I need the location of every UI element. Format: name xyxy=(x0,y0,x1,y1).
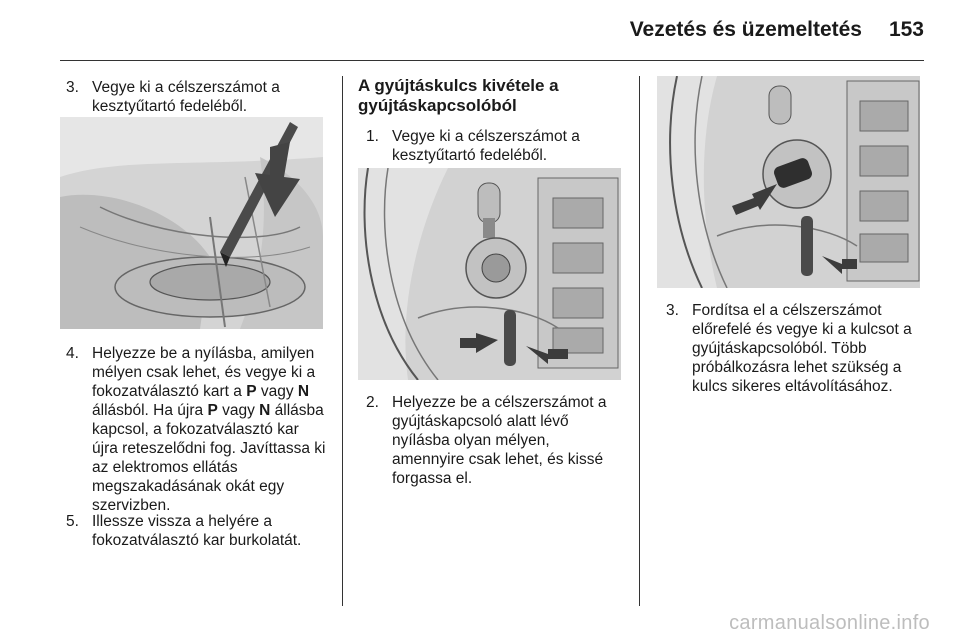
key-removal-illustration xyxy=(657,76,920,288)
step-number: 2. xyxy=(366,394,379,411)
step-text-line: Fordítsa el a célszerszámot xyxy=(692,302,882,319)
step-text-line xyxy=(92,382,325,401)
section-heading xyxy=(358,76,628,116)
step-text-line: újra reteszelődni fog. Javíttassa ki xyxy=(92,440,326,457)
step-number: 5. xyxy=(66,513,79,530)
header-rule xyxy=(60,60,924,61)
step-text-line: mélyen csak lehet, és vegye ki a xyxy=(92,364,316,381)
step-text-line: Illessze vissza a helyére a xyxy=(92,513,273,530)
text-run: állásba xyxy=(270,402,324,419)
step-text-line: kulcs sikeres eltávolításához. xyxy=(692,378,893,395)
step-text-line: Vegye ki a célszerszámot a xyxy=(92,79,280,96)
step-text-line: Vegye ki a célszerszámot a xyxy=(392,128,580,145)
step-text-line: amennyire csak lehet, és kissé xyxy=(392,451,604,468)
step-text-line: nyílásba olyan mélyen, xyxy=(392,432,550,449)
step-text-line: forgassa el. xyxy=(392,470,473,487)
text-run: vagy xyxy=(217,402,260,419)
step-text-line: Helyezze be a nyílásba, amilyen xyxy=(92,345,315,362)
page-number: 153 xyxy=(888,18,924,41)
step-text-line: kesztyűtartó fedeléből. xyxy=(392,147,548,164)
step-text-line: fokozatválasztó kar burkolatát. xyxy=(92,532,302,549)
step-text-line xyxy=(92,401,325,420)
step-text-line: Helyezze be a célszerszámot a xyxy=(392,394,607,411)
step-text-line: gyújtáskapcsoló alatt lévő xyxy=(392,413,569,430)
heading-line: A gyújtáskulcs kivétele a xyxy=(358,76,559,95)
text-run: állásból. Ha újra xyxy=(92,402,208,419)
gear-n-label: N xyxy=(297,383,310,400)
watermark: carmanualsonline.info xyxy=(729,612,930,634)
gear-p-label: P xyxy=(207,402,218,419)
step-number: 4. xyxy=(66,345,79,362)
gear-selector-illustration xyxy=(60,117,323,329)
column-divider-right xyxy=(639,76,640,606)
gear-p-label: P xyxy=(246,383,257,400)
step-text-line: kapcsol, a fokozatválasztó kar xyxy=(92,421,299,438)
step-text-line: kesztyűtartó fedeléből. xyxy=(92,98,248,115)
heading-line: gyújtáskapcsolóból xyxy=(358,96,517,115)
step-text-line: szervizben. xyxy=(92,497,171,514)
gear-n-label: N xyxy=(259,402,271,419)
page-header-title: Vezetés és üzemeltetés xyxy=(629,18,862,41)
step-number: 3. xyxy=(66,79,79,96)
text-run: vagy xyxy=(256,383,298,400)
text-run: fokozatválasztó kart a xyxy=(92,383,247,400)
step-text-line: az elektromos ellátás xyxy=(92,459,238,476)
step-text-line: megszakadásának okát egy xyxy=(92,478,285,495)
step-text-line: előrefelé és vegye ki a kulcsot a xyxy=(692,321,912,338)
ignition-switch-illustration xyxy=(358,168,621,380)
step-text-line: gyújtáskapcsolóból. Több xyxy=(692,340,867,357)
step-text-line: próbálkozásra lehet szükség a xyxy=(692,359,902,376)
step-number: 3. xyxy=(666,302,679,319)
step-number: 1. xyxy=(366,128,379,145)
column-divider-left xyxy=(342,76,343,606)
